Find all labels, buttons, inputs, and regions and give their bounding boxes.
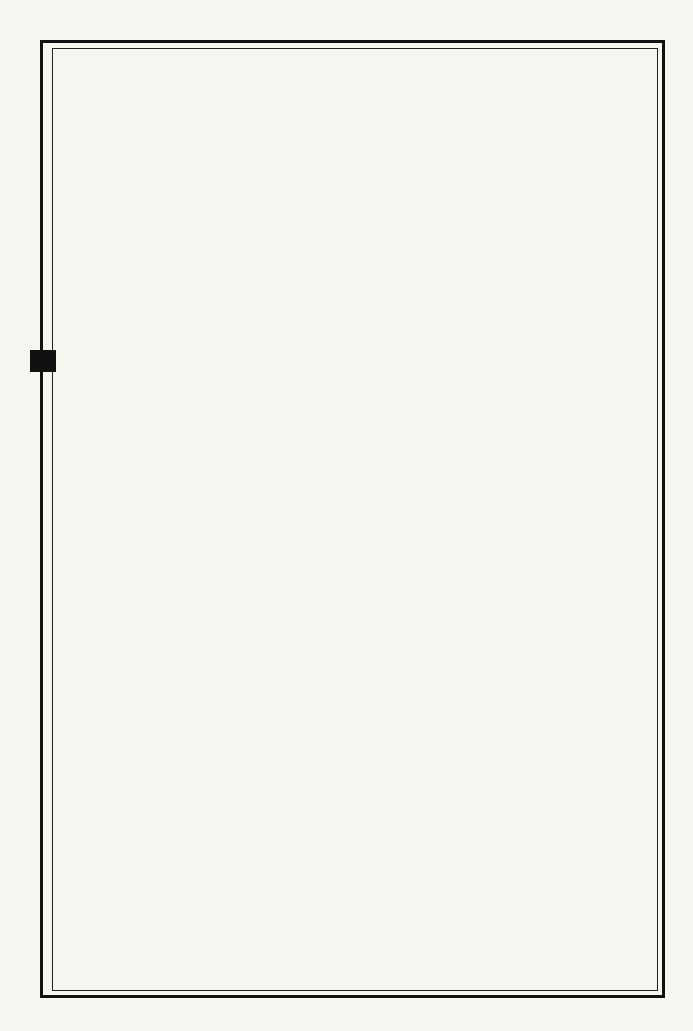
fishtail-mark [30, 350, 56, 372]
inner-frame [52, 48, 658, 991]
